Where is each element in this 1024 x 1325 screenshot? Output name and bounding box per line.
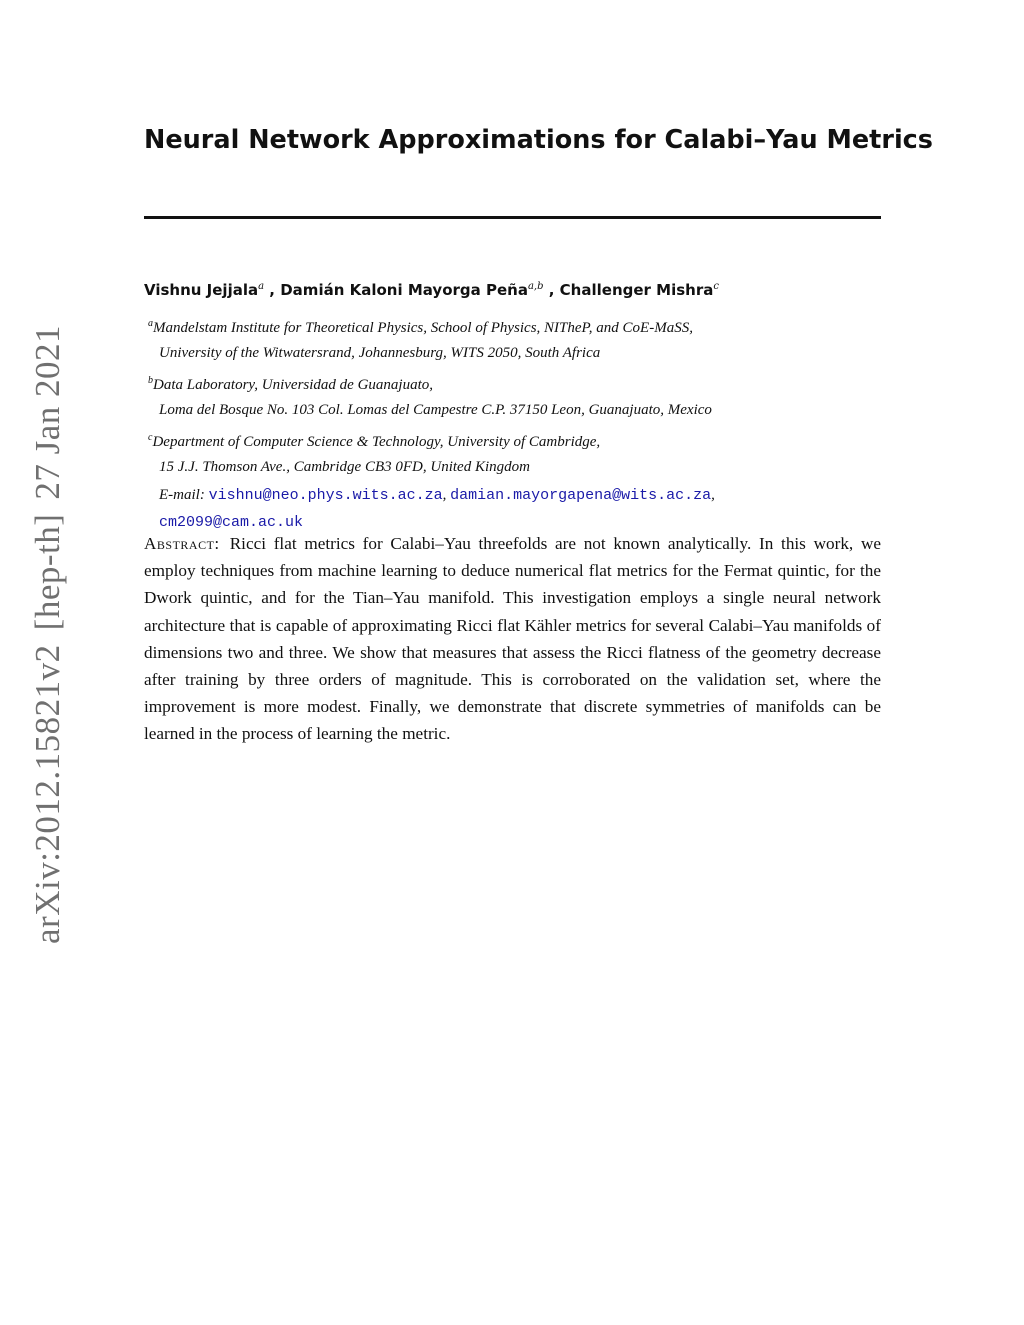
arxiv-identifier-stamp	[28, 311, 68, 944]
affiliation-mark: c	[148, 432, 153, 443]
abstract	[144, 530, 881, 748]
affiliation-mark: b	[148, 375, 153, 386]
author-affiliation-mark: a,b	[527, 281, 544, 292]
affiliation-line: 15 J.J. Thomson Ave., Cambridge CB3 0FD, United Kingdom	[159, 459, 530, 475]
abstract-label: Abstract:	[144, 534, 220, 553]
affiliation-line: University of the Witwatersrand, Johannesburg, WITS 2050, South Africa	[159, 345, 601, 361]
author-name: Challenger Mishra	[559, 281, 714, 299]
arxiv-id[interactable]: arXiv:2012.15821v2	[28, 644, 67, 944]
author-affiliation-mark: a	[258, 281, 265, 292]
author-affiliation-mark: c	[713, 281, 719, 292]
affiliation-list	[148, 311, 888, 536]
arxiv-category: [hep-th]	[28, 513, 67, 631]
affiliation	[148, 311, 888, 366]
paper-title: Neural Network Approximations for Calabi–Yau Metrics	[144, 125, 933, 155]
affiliation-line: $^c$Department of Computer Science & Technology, University of Cambridge,	[148, 432, 601, 450]
affiliation-line: $^a$Mandelstam Institute for Theoretical Physics, School of Physics, NITheP, and CoE-MaSS,	[148, 318, 693, 336]
author-list	[144, 281, 719, 299]
affiliation-mark: a	[148, 318, 153, 329]
email-link-jejjala[interactable]: vishnu@neo.phys.wits.ac.za	[208, 487, 443, 504]
title-divider	[144, 216, 881, 219]
affiliation	[148, 425, 888, 480]
author-name: Damián Kaloni Mayorga Peña	[280, 281, 528, 299]
email-link-mayorga[interactable]: damian.mayorgapena@wits.ac.za	[450, 487, 712, 504]
email-link-mishra[interactable]: cm2099@cam.ac.uk	[159, 514, 304, 531]
affiliation-line: Loma del Bosque No. 103 Col. Lomas del Campestre C.P. 37150 Leon, Guanajuato, Mexico	[159, 402, 712, 418]
email-label: E-mail:	[159, 487, 205, 503]
affiliation-line: $^b$Data Laboratory, Universidad de Guanajuato,	[148, 375, 433, 393]
author-name: Vishnu Jejjala	[144, 281, 259, 299]
arxiv-date: 27 Jan 2021	[28, 324, 67, 500]
author-separator: ,	[543, 281, 560, 299]
author-separator: ,	[264, 281, 281, 299]
abstract-text: Ricci flat metrics for Calabi–Yau threefolds are not known analytically. In this work, we employ techniques from machine learning to deduce numerical flat metrics for the Fermat quintic, for the Dwork quintic, and for the Tian–Yau manifold. This investigation employs a single neural network architecture that is capable of approximating Ricci flat Kähler metrics for several Calabi–Yau manifolds of dimensions two and three. We show that measures that assess the Ricci flatness of the geometry decrease after training by three orders of magnitude. This is corroborated on the validation set, where the improvement is more modest. Finally, we demonstrate that discrete symmetries of manifolds can be learned in the process of learning the metric.	[144, 534, 881, 744]
affiliation	[148, 368, 888, 423]
email-block: E-mail: vishnu@neo.phys.wits.ac.za, damian.mayorgapena@wits.ac.za, cm2099@cam.ac.uk	[159, 487, 715, 531]
